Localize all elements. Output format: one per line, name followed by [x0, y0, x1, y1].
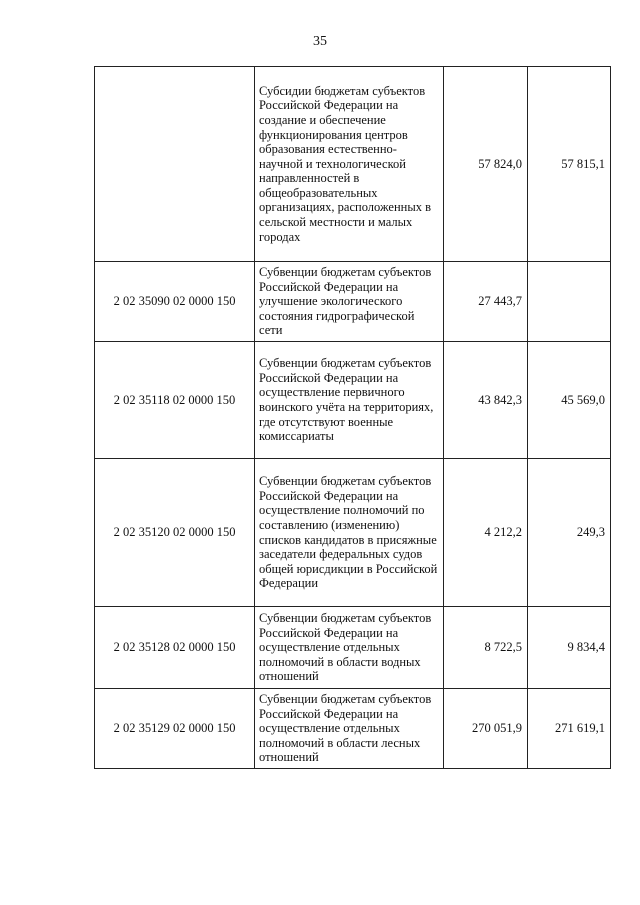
revenue-code-cell: 2 02 35118 02 0000 150 [95, 342, 255, 459]
revenue-code-cell: 2 02 35090 02 0000 150 [95, 262, 255, 342]
value-1-cell: 27 443,7 [444, 262, 528, 342]
page-number: 35 [313, 34, 327, 49]
table-row [95, 262, 611, 342]
value-1-cell: 4 212,2 [444, 459, 528, 607]
value-1-cell: 43 842,3 [444, 342, 528, 459]
value-2-cell [528, 262, 611, 342]
value-2-cell: 249,3 [528, 459, 611, 607]
revenue-name-cell: Субвенции бюджетам субъектов Российской Федерации на улучшение экологического состояния гидрографической сети [255, 262, 444, 342]
value-1-cell: 57 824,0 [444, 67, 528, 262]
revenue-name-cell: Субвенции бюджетам субъектов Российской Федерации на осуществление отдельных полномочий в области водных отношений [255, 607, 444, 689]
value-2-cell: 271 619,1 [528, 689, 611, 769]
revenue-code-cell: 2 02 35128 02 0000 150 [95, 607, 255, 689]
revenue-name-cell: Субвенции бюджетам субъектов Российской Федерации на осуществление отдельных полномочий в области лесных отношений [255, 689, 444, 769]
table-row [95, 459, 611, 607]
table-row [95, 689, 611, 769]
revenue-code-cell [95, 67, 255, 262]
value-2-cell: 45 569,0 [528, 342, 611, 459]
revenue-name-cell: Субсидии бюджетам субъектов Российской Федерации на создание и обеспечение функционирования центров образования естественно-научной и технологической направленностей в общеобразовательных организациях, расположенных в сельской местности и малых городах [255, 67, 444, 262]
table-row [95, 67, 611, 262]
revenue-name-cell: Субвенции бюджетам субъектов Российской Федерации на осуществление первичного воинского учёта на территориях, где отсутствуют военные комиссариаты [255, 342, 444, 459]
table-row [95, 607, 611, 689]
revenue-code-cell: 2 02 35129 02 0000 150 [95, 689, 255, 769]
value-2-cell: 9 834,4 [528, 607, 611, 689]
budget-revenue-table [94, 66, 611, 769]
value-2-cell: 57 815,1 [528, 67, 611, 262]
value-1-cell: 8 722,5 [444, 607, 528, 689]
value-1-cell: 270 051,9 [444, 689, 528, 769]
table-row [95, 342, 611, 459]
revenue-code-cell: 2 02 35120 02 0000 150 [95, 459, 255, 607]
revenue-name-cell: Субвенции бюджетам субъектов Российской Федерации на осуществление полномочий по составлению (изменению) списков кандидатов в присяжные заседатели федеральных судов общей юрисдикции в Российской Федерации [255, 459, 444, 607]
